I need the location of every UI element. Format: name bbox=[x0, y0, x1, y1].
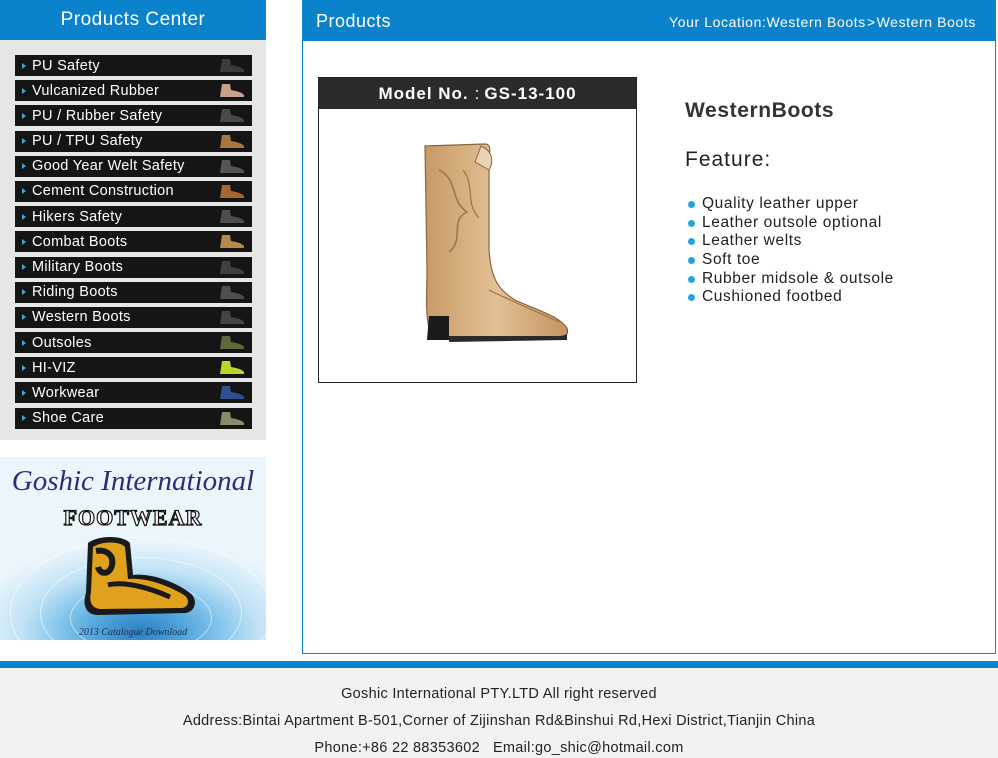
feature-item bbox=[685, 270, 894, 289]
product-thumbnail-icon bbox=[216, 385, 246, 400]
sidebar-item-pu-rubber-safety[interactable] bbox=[15, 105, 252, 126]
feature-heading: Feature: bbox=[685, 148, 772, 171]
product-thumbnail-icon bbox=[216, 83, 246, 98]
product-thumbnail-icon bbox=[216, 335, 246, 350]
product-thumbnail-icon bbox=[216, 134, 246, 149]
triangle-right-icon bbox=[22, 314, 26, 320]
triangle-right-icon bbox=[22, 340, 26, 346]
product-category-nav bbox=[15, 55, 252, 433]
product-thumbnail-icon bbox=[216, 234, 246, 249]
bullet-dot-icon bbox=[688, 220, 695, 227]
product-thumbnail-icon bbox=[216, 58, 246, 73]
sidebar-item-label: Military Boots bbox=[32, 259, 124, 275]
product-card bbox=[318, 77, 637, 383]
feature-text: Leather welts bbox=[702, 232, 802, 250]
catalogue-download-label: 2013 Catalogue Download bbox=[78, 627, 188, 638]
product-thumbnail-icon bbox=[216, 159, 246, 174]
sidebar-item-label: Hikers Safety bbox=[32, 208, 123, 225]
model-colon: : bbox=[474, 83, 481, 103]
triangle-right-icon bbox=[22, 163, 26, 169]
sidebar-item-label: PU Safety bbox=[32, 57, 100, 74]
breadcrumb-separator: > bbox=[866, 14, 876, 30]
sidebar bbox=[0, 0, 266, 440]
bullet-dot-icon bbox=[688, 238, 695, 245]
sidebar-item-label: Cement Construction bbox=[32, 183, 174, 200]
sidebar-item-pu-tpu-safety[interactable] bbox=[15, 131, 252, 152]
triangle-right-icon bbox=[22, 264, 26, 270]
sidebar-item-label: PU / Rubber Safety bbox=[32, 107, 163, 124]
feature-text: Leather outsole optional bbox=[702, 213, 882, 231]
feature-text: Rubber midsole & outsole bbox=[702, 269, 894, 287]
catalogue-subtitle: FOOTWEAR bbox=[63, 505, 203, 530]
footer-copyright: Goshic International PTY.LTD All right reserved bbox=[341, 686, 657, 702]
triangle-right-icon bbox=[22, 214, 26, 220]
sidebar-item-pu-safety[interactable] bbox=[15, 55, 252, 76]
sidebar-item-label: Shoe Care bbox=[32, 410, 105, 427]
sidebar-item-military-boots[interactable] bbox=[15, 257, 252, 278]
triangle-right-icon bbox=[22, 113, 26, 119]
product-thumbnail-icon bbox=[216, 310, 246, 325]
sidebar-item-label: Workwear bbox=[32, 384, 100, 401]
bullet-dot-icon bbox=[688, 294, 695, 301]
sidebar-item-combat-boots[interactable] bbox=[15, 231, 252, 252]
feature-item bbox=[685, 195, 894, 214]
footer-address: Address:Bintai Apartment B-501,Corner of Zijinshan Rd&Binshui Rd,Hexi District,Tianjin China bbox=[182, 713, 816, 729]
product-thumbnail-icon bbox=[216, 360, 246, 375]
feature-text: Soft toe bbox=[702, 251, 761, 269]
triangle-right-icon bbox=[22, 88, 26, 94]
triangle-right-icon bbox=[22, 63, 26, 69]
catalogue-title: Goshic International bbox=[11, 465, 255, 497]
footer bbox=[0, 668, 998, 758]
triangle-right-icon bbox=[22, 415, 26, 421]
sidebar-item-cement-construction[interactable] bbox=[15, 181, 252, 202]
triangle-right-icon bbox=[22, 138, 26, 144]
triangle-right-icon bbox=[22, 239, 26, 245]
breadcrumb-current: Western Boots bbox=[876, 14, 976, 30]
sidebar-item-label: PU / TPU Safety bbox=[32, 133, 143, 150]
sidebar-item-good-year-welt-safety[interactable] bbox=[15, 156, 252, 177]
main-panel bbox=[302, 0, 996, 654]
footer-divider bbox=[0, 661, 998, 668]
sidebar-item-label: HI-VIZ bbox=[32, 359, 76, 376]
breadcrumb-prefix: Your Location bbox=[669, 14, 762, 30]
breadcrumb-link-western-boots[interactable]: Western Boots bbox=[766, 14, 866, 30]
sidebar-item-shoe-care[interactable] bbox=[15, 408, 252, 429]
triangle-right-icon bbox=[22, 365, 26, 371]
sidebar-item-workwear[interactable] bbox=[15, 382, 252, 403]
feature-item bbox=[685, 232, 894, 251]
feature-list bbox=[685, 195, 894, 307]
sidebar-item-hi-viz[interactable] bbox=[15, 357, 252, 378]
product-thumbnail-icon bbox=[216, 209, 246, 224]
triangle-right-icon bbox=[22, 289, 26, 295]
page-title: Products bbox=[316, 11, 392, 31]
bullet-dot-icon bbox=[688, 257, 695, 264]
bullet-dot-icon bbox=[688, 276, 695, 283]
triangle-right-icon bbox=[22, 390, 26, 396]
product-thumbnail-icon bbox=[216, 184, 246, 199]
western-boot-image[interactable] bbox=[419, 140, 579, 350]
sidebar-item-label: Good Year Welt Safety bbox=[32, 158, 185, 175]
sidebar-item-western-boots[interactable] bbox=[15, 307, 252, 328]
feature-text: Cushioned footbed bbox=[702, 288, 843, 306]
breadcrumb-colon: : bbox=[761, 14, 767, 30]
boot-logo-icon bbox=[78, 535, 200, 621]
sidebar-item-hikers-safety[interactable] bbox=[15, 206, 252, 227]
product-thumbnail-icon bbox=[216, 260, 246, 275]
sidebar-item-label: Western Boots bbox=[32, 309, 131, 326]
sidebar-item-riding-boots[interactable] bbox=[15, 282, 252, 303]
product-thumbnail-icon bbox=[216, 285, 246, 300]
footer-contact: Phone:+86 22 88353602 Email:go_shic@hotmail.com bbox=[314, 740, 684, 756]
sidebar-title: Products Center bbox=[0, 0, 266, 40]
product-thumbnail-icon bbox=[216, 411, 246, 426]
model-label: Model No. bbox=[378, 83, 469, 103]
sidebar-item-label: Outsoles bbox=[32, 334, 92, 351]
feature-item bbox=[685, 288, 894, 307]
bullet-dot-icon bbox=[688, 201, 695, 208]
sidebar-item-outsoles[interactable] bbox=[15, 332, 252, 353]
catalogue-download-banner[interactable] bbox=[0, 457, 266, 640]
feature-item bbox=[685, 251, 894, 270]
model-number-bar bbox=[319, 78, 636, 109]
sidebar-item-label: Vulcanized Rubber bbox=[32, 82, 160, 99]
breadcrumb bbox=[669, 14, 976, 30]
triangle-right-icon bbox=[22, 188, 26, 194]
sidebar-item-label: Riding Boots bbox=[32, 284, 118, 301]
sidebar-item-vulcanized-rubber[interactable] bbox=[15, 80, 252, 101]
product-name: WesternBoots bbox=[685, 99, 835, 122]
feature-item bbox=[685, 214, 894, 233]
main-header bbox=[303, 1, 995, 41]
product-thumbnail-icon bbox=[216, 108, 246, 123]
model-number: GS-13-100 bbox=[484, 83, 577, 103]
sidebar-item-label: Combat Boots bbox=[32, 233, 128, 250]
feature-text: Quality leather upper bbox=[702, 195, 859, 212]
